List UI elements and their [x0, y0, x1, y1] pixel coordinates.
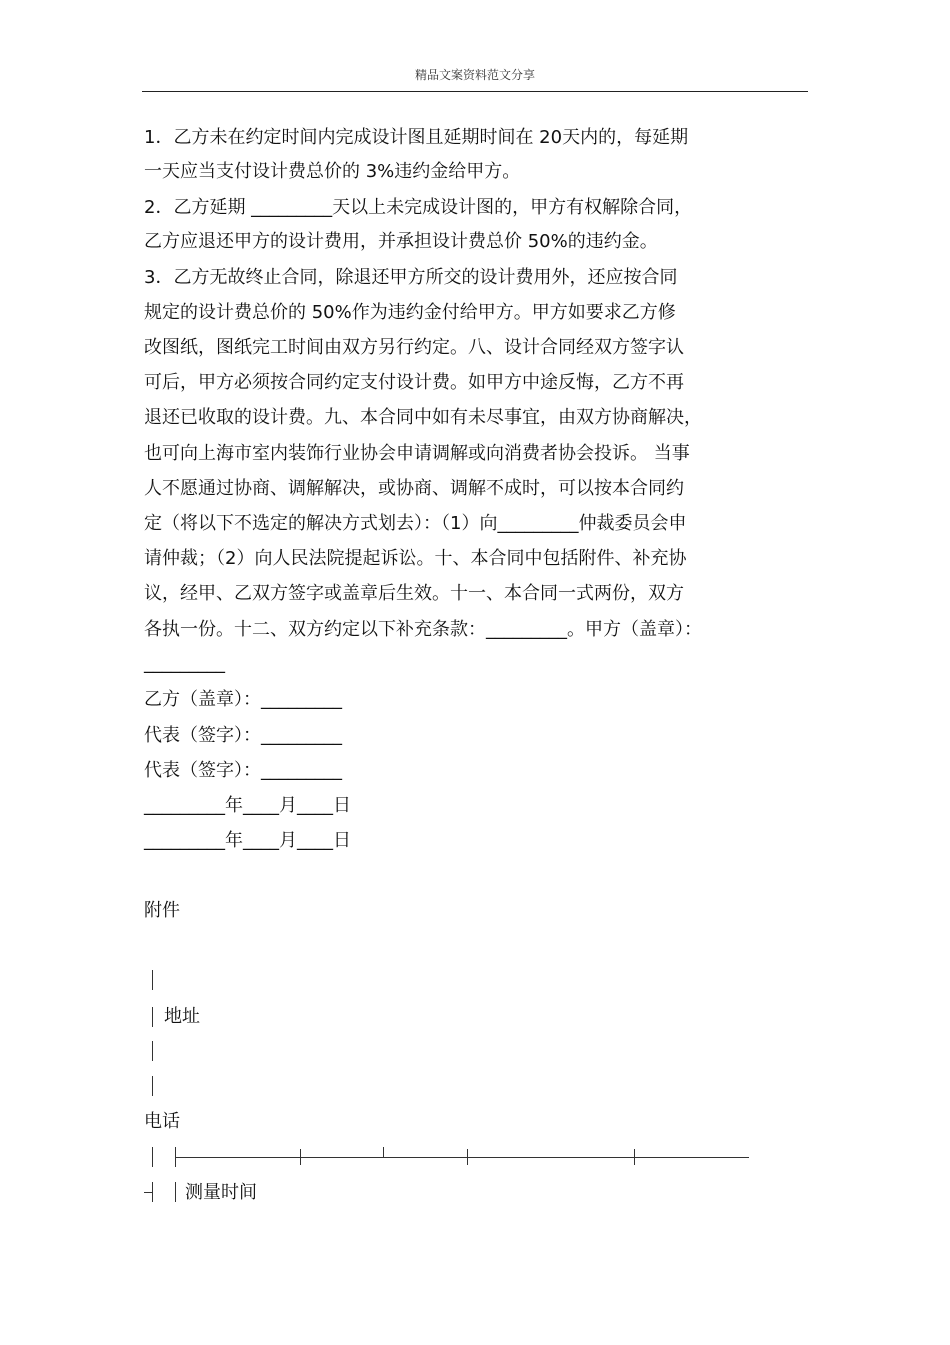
table-border: [152, 1041, 153, 1061]
measure-time-label: 测量时间: [185, 1182, 257, 1203]
table-tick: [467, 1149, 468, 1165]
body-line: 乙方应退还甲方的设计费用，并承担设计费总价 50%的违约金。: [144, 231, 658, 252]
table-border: [175, 1182, 176, 1202]
body-line: _________: [144, 653, 225, 674]
table-tick: [383, 1147, 384, 1157]
body-line: 2．乙方延期 _________天以上未完成设计图的，甲方有权解除合同，: [144, 197, 693, 218]
body-line: 议，经甲、乙双方签字或盖章后生效。十一、本合同一式两份，双方: [144, 583, 684, 604]
signature-line-party-b: 乙方（盖章）：_________: [144, 689, 342, 710]
body-line: 也可向上海市室内装饰行业协会申请调解或向消费者协会投诉。 当事: [144, 443, 690, 464]
table-rule: [175, 1157, 749, 1158]
body-line: 3．乙方无故终止合同，除退还甲方所交的设计费用外，还应按合同: [144, 267, 678, 288]
table-tick: [634, 1149, 635, 1165]
header-divider: [142, 91, 808, 92]
table-border: [152, 970, 153, 990]
table-border: [152, 1147, 153, 1167]
date-line: _________年____月____日: [144, 795, 351, 816]
body-line: 可后，甲方必须按合同约定支付设计费。如甲方中途反悔，乙方不再: [144, 372, 684, 393]
phone-label: 电话: [144, 1111, 180, 1132]
table-border: [152, 1007, 153, 1027]
date-line: _________年____月____日: [144, 830, 351, 851]
body-line: 定（将以下不选定的解决方式划去）：（1）向_________仲裁委员会申: [144, 513, 687, 534]
body-line: 人不愿通过协商、调解解决，或协商、调解不成时，可以按本合同约: [144, 478, 684, 499]
table-border: [152, 1076, 153, 1096]
table-border: [152, 1182, 153, 1202]
body-line: 1．乙方未在约定时间内完成设计图且延期时间在 20天内的，每延期: [144, 127, 689, 148]
body-line: 改图纸，图纸完工时间由双方另行约定。八、设计合同经双方签字认: [144, 337, 684, 358]
signature-line-representative: 代表（签字）：_________: [144, 760, 342, 781]
body-line: 规定的设计费总价的 50%作为违约金付给甲方。甲方如要求乙方修: [144, 302, 676, 323]
body-line: 退还已收取的设计费。九、本合同中如有未尽事宜，由双方协商解决，: [144, 407, 702, 428]
attachment-title: 附件: [144, 900, 180, 921]
signature-line-representative: 代表（签字）：_________: [144, 725, 342, 746]
table-rule: [144, 1192, 152, 1193]
body-line: 请仲裁；（2）向人民法院提起诉讼。十、本合同中包括附件、补充协: [144, 548, 687, 569]
address-label: 地址: [164, 1006, 200, 1027]
body-line: 各执一份。十二、双方约定以下补充条款：_________。甲方（盖章）：: [144, 619, 702, 640]
body-line: 一天应当支付设计费总价的 3%违约金给甲方。: [144, 161, 521, 182]
table-tick: [300, 1149, 301, 1165]
page-header: 精品文案资料范文分享: [414, 68, 535, 82]
